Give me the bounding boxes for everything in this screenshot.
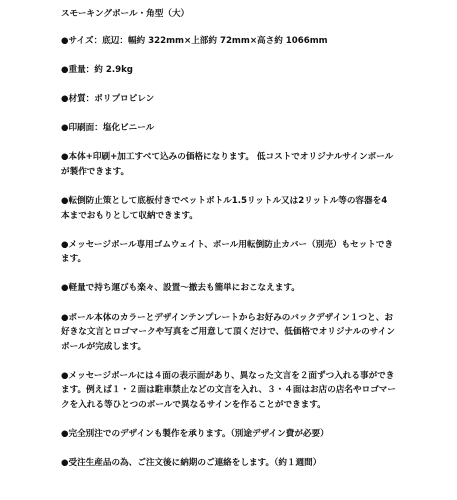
spec-item-material (61, 92, 447, 107)
spec-item-print-surface (61, 121, 447, 136)
spec-item-custom-design (61, 427, 447, 442)
spec-item-made-to-order (61, 456, 447, 471)
spec-text-line: クを入れる等ひとつのポールで異なるサインを作ることができます。 (61, 400, 326, 410)
spec-text-line: ●材質：ポリプロピレン (61, 94, 155, 105)
spec-text-line: ●メッセージポールには４面の表示面があり、異なった文言を２面ずつ入れる事ができ (61, 370, 395, 381)
spec-text-line: 本までおもりとして収納できます。 (61, 210, 198, 221)
spec-item-size (61, 34, 447, 49)
spec-item-four-faces (61, 369, 447, 413)
spec-text-line: ●完全別注でのデザインも製作を承ります。（別途デザイン費が必要） (61, 429, 329, 440)
spec-text-line: ポールが完成します。 (61, 341, 147, 352)
spec-text-line: ●軽量で持ち運びも楽々、設置～撤去も簡単におこなえます。 (61, 283, 300, 294)
spec-item-accessories (61, 238, 447, 267)
spec-text-line: ●転倒防止策として底板付きでペットボトル1.5リットル又は2リットル等の容器を4 (61, 196, 388, 207)
spec-text-line: が製作できます。 (61, 166, 130, 177)
spec-text-line: ます。 (61, 254, 87, 265)
spec-text-line: ●サイズ：底辺：幅約 322mm×上部約 72mm×高さ約 1066mm (61, 36, 328, 46)
spec-text-line: ます。例えば１・２面は駐車禁止などの文言を入れ、３・４面はお店の店名やロゴマー (61, 385, 396, 396)
spec-item-price (61, 150, 447, 179)
document-title: スモーキングポール・角型（大） (61, 9, 190, 19)
spec-text-line: ●メッセージポール専用ゴムウェイト、ポール用転倒防止カバー（別売）もセットでき (61, 239, 394, 250)
spec-item-weight (61, 63, 447, 78)
spec-item-anti-tip-base (61, 194, 447, 223)
spec-item-design-template (61, 311, 447, 355)
spec-text-line: ●ポール本体のカラーとデザインテンプレートからお好みのバックデザイン１つと、お (61, 312, 393, 323)
spec-item-lightweight (61, 281, 447, 296)
spec-text-line: ●印刷面：塩化ビニール (61, 123, 155, 134)
spec-text-line: ●受注生産品の為、ご注文後に納期のご連絡をします。（約１週間） (61, 458, 322, 469)
spec-text-line: 好きな文言とロゴマークや写真をご用意して頂くだけで、低価格でオリジナルのサイン (61, 327, 395, 338)
spec-text-line: ●本体+印刷+加工すべて込みの価格になります。 低コストでオリジナルサインポール (61, 152, 394, 163)
spec-text-line: ●重量：約 2.9kg (61, 65, 133, 76)
